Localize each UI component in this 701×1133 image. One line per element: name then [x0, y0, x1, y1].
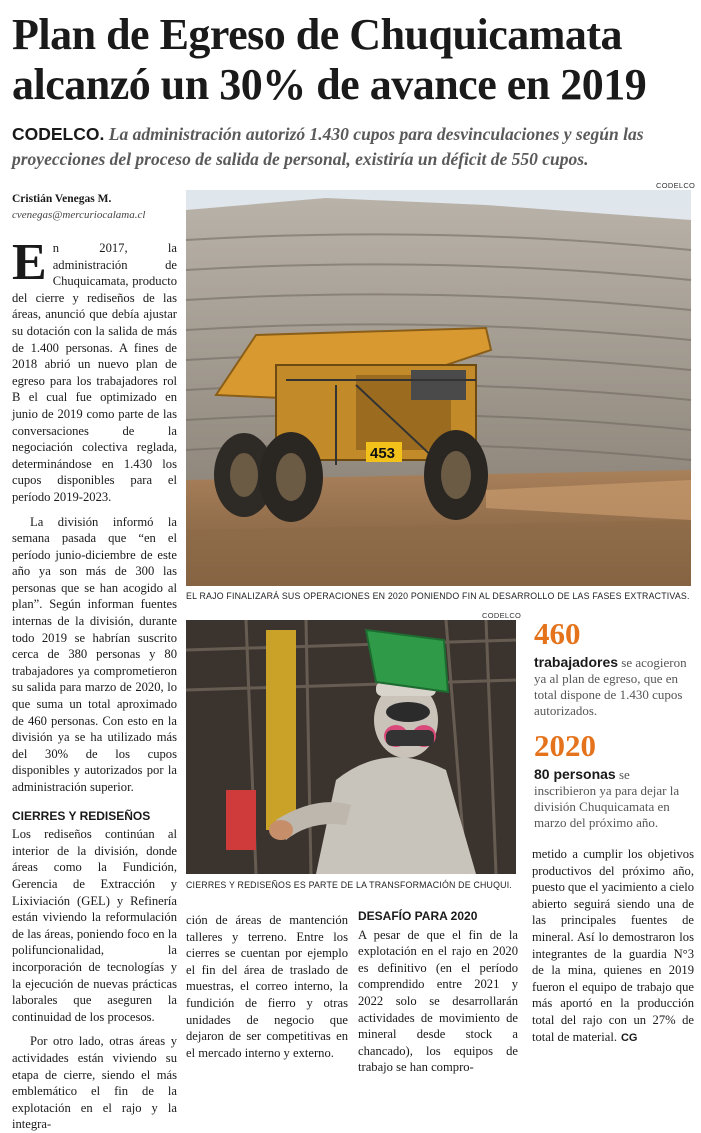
column-4-text: metido a cumplir los objetivos productivos del próximo año, puesto que el yacimiento a cielo abierto seguirá siendo una de las principales fuentes de mineral. Así lo demostraron los integrantes de la guardia N°3 de la mina, quienes en 2019 fueron el equipo de trabajo que más aportó en la producción total del rajo con un 27% de total de material. [532, 847, 694, 1044]
photo-credit-2: CODELCO [482, 611, 522, 620]
worker-photo [186, 620, 516, 874]
stat-lead-1: trabajadores [534, 654, 619, 670]
subhead-cierres: CIERRES Y REDISEÑOS [12, 808, 151, 823]
mine-truck-photo [186, 190, 691, 586]
article-column-3 [358, 908, 518, 1076]
byline-author: Cristián Venegas M. [12, 193, 112, 205]
headline-line-2: alcanzó un 30% de avance en 2019 [12, 60, 647, 109]
deck-text: La administración autorizó 1.430 cupos para desvinculaciones y según las proyecciones del proceso de salida de personal, existiría un déficit de 550 cupos. [12, 124, 644, 169]
drop-cap: E [12, 234, 47, 291]
stat-text-1 [534, 654, 694, 719]
article-column-2 [186, 912, 348, 1061]
paragraph-1: n 2017, la administración de Chuquicamata, producto del cierre y rediseños de las áreas, anunció que debía ajustar su dotación con la salida de más de 1.400 personas. A fines de 2018 abrió un nuevo plan de egreso para los trabajadores rol B el cual fue optimizado en junio de 2019 como parte de las conversaciones de la negociación colectiva reglada, determinándose en 1.430 los cupos disponibles para el período 2019-2023. [12, 241, 177, 504]
stat-number-2: 2020 [534, 728, 596, 763]
stat-body-1: se acogieron ya al plan de egreso, que en total dispone de 1.430 cupos autorizados. [534, 655, 687, 718]
byline-email[interactable]: cvenegas@mercuriocalama.cl [12, 209, 146, 221]
headline-line-1: Plan de Egreso de Chuquicamata [12, 10, 623, 59]
article-column-4 [532, 846, 694, 1046]
deck-brand: CODELCO. [12, 124, 105, 144]
truck-number-label: 453 [370, 445, 396, 462]
subhead-desafio: DESAFÍO PARA 2020 [358, 909, 478, 923]
stat-text-2 [534, 766, 694, 831]
mine-truck-illustration [186, 190, 691, 586]
column-3-text: A pesar de que el fin de la explotación en el rajo en 2020 es definitivo (en el período comprendido entre 2021 y 2022 solo se desarrollarán actividades de movimiento de mineral desde stock a chancado), los equipos de trabajo se han compro- [358, 927, 518, 1075]
deck [12, 122, 694, 172]
photo-credit-1: CODELCO [656, 181, 696, 190]
end-mark: CG [620, 1031, 638, 1044]
stat-lead-2: 80 personas [534, 766, 616, 782]
photo-caption-1: EL RAJO FINALIZARÁ SUS OPERACIONES EN 2020 PONIENDO FIN AL DESARROLLO DE LAS FASES EXTRACTIVAS. [186, 591, 690, 601]
stat-body-2: se inscribieron ya para dejar la división Chuquicamata en marzo del próximo año. [534, 767, 680, 830]
headline [12, 10, 692, 110]
paragraph-2: La división informó la semana pasada que “en el período junio-diciembre de este año ya son más de 300 las personas que se han acogido al plan”. Según informan fuentes internas de la división, durante todo 2019 se habrían suscrito cerca de 380 personas y 80 trabajadores ya comprometieron su salida para marzo de 2020, lo que suma un total aproximado de 460 personas. Con esto en la división ya se ha utilizado más del 30% de los cupos disponibles y autorizados por la administración superior. [12, 514, 177, 794]
paragraph-4: Por otro lado, otras áreas y actividades están viviendo su etapa de cierre, siendo el más emblemático el fin de la explotación en el rajo y la integra- [12, 1034, 177, 1132]
stat-number-1: 460 [534, 616, 581, 651]
article-column-1 [12, 234, 177, 1133]
column-2-text: ción de áreas de mantención talleres y terreno. Entre los cierres se cuentan por ejemplo el fin del área de traslado de muestras, el correo interno, la fundición de fierro y otras unidades de negocio que dejaron de ser competitivas en el mercado interno y externo. [186, 913, 348, 1060]
worker-illustration [186, 620, 516, 874]
photo-caption-2: CIERRES Y REDISEÑOS ES PARTE DE LA TRANSFORMACIÓN DE CHUQUI. [186, 880, 512, 890]
paragraph-3: Los rediseños continúan al interior de la división, donde áreas como la Fundición, Gerencia de Extracción y Lixiviación (GEL) y Refinería están viviendo la reformulación de las áreas, poniendo foco en la polifuncionalidad, la incorporación de tecnologías y la ejecución de nuevas prácticas laborales que aseguren la continuidad de los procesos. [12, 827, 177, 1024]
